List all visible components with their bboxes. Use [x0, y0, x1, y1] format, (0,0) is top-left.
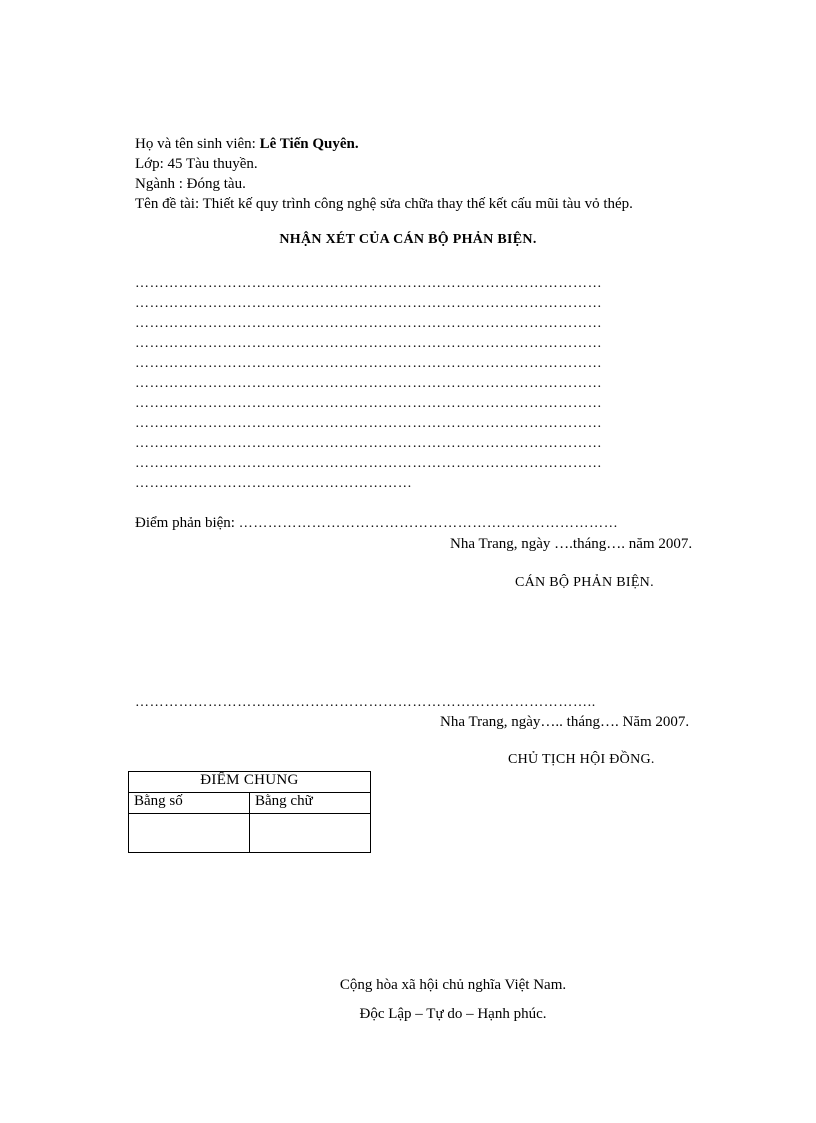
review-score-line: [135, 514, 618, 533]
review-dot-line: ……………………………………………………………………………………: [135, 276, 603, 291]
review-dot-line: ……………………………………………………………………………………: [135, 336, 603, 351]
review-date-line: Nha Trang, ngày ….tháng…. năm 2007.: [450, 536, 693, 552]
council-dot-line: …………………………………………………………………………………..: [135, 695, 596, 710]
student-name-value: Lê Tiến Quyên.: [259, 136, 359, 152]
review-dot-line: ……………………………………………………………………………………: [135, 436, 603, 451]
review-signer-title: CÁN BỘ PHẢN BIỆN.: [515, 575, 654, 590]
review-dot-line-last: …………………………………………………: [135, 476, 413, 491]
review-dot-line: ……………………………………………………………………………………: [135, 396, 603, 411]
student-name-label: Họ và tên sinh viên:: [135, 136, 256, 152]
footer-motto-line1: Cộng hòa xã hội chủ nghĩa Việt Nam.: [339, 977, 567, 993]
review-score-label: Điểm phản biện:: [135, 515, 235, 531]
review-dot-line: ……………………………………………………………………………………: [135, 456, 603, 471]
review-dot-line: ……………………………………………………………………………………: [135, 296, 603, 311]
review-score-dots: ……………………………………………………………………: [238, 516, 619, 531]
class-line: Lớp: 45 Tàu thuyền.: [135, 156, 258, 172]
footer-motto-line2: Độc Lập – Tự do – Hạnh phúc.: [359, 1006, 547, 1022]
review-dot-line: ……………………………………………………………………………………: [135, 376, 603, 391]
score-by-words-cell[interactable]: [250, 814, 371, 853]
council-date-line: Nha Trang, ngày….. tháng…. Năm 2007.: [440, 714, 690, 730]
topic-line: Tên đề tài: Thiết kế quy trình công nghệ sửa chữa thay thế kết cấu mũi tàu vỏ thép.: [135, 196, 633, 212]
score-by-number-header: Bằng số: [129, 793, 250, 814]
score-by-number-cell[interactable]: [129, 814, 250, 853]
council-signer-title: CHỦ TỊCH HỘI ĐỒNG.: [508, 752, 655, 767]
review-dot-line: ……………………………………………………………………………………: [135, 416, 603, 431]
score-by-words-header: Bằng chữ: [250, 793, 371, 814]
final-score-table: [128, 771, 371, 853]
major-line: Ngành : Đóng tàu.: [135, 176, 246, 192]
review-dot-line: ……………………………………………………………………………………: [135, 356, 603, 371]
final-score-header: ĐIỂM CHUNG: [129, 772, 371, 793]
student-name-line: [135, 135, 359, 153]
review-heading: NHẬN XÉT CỦA CÁN BỘ PHẢN BIỆN.: [279, 232, 537, 247]
review-dot-line: ……………………………………………………………………………………: [135, 316, 603, 331]
